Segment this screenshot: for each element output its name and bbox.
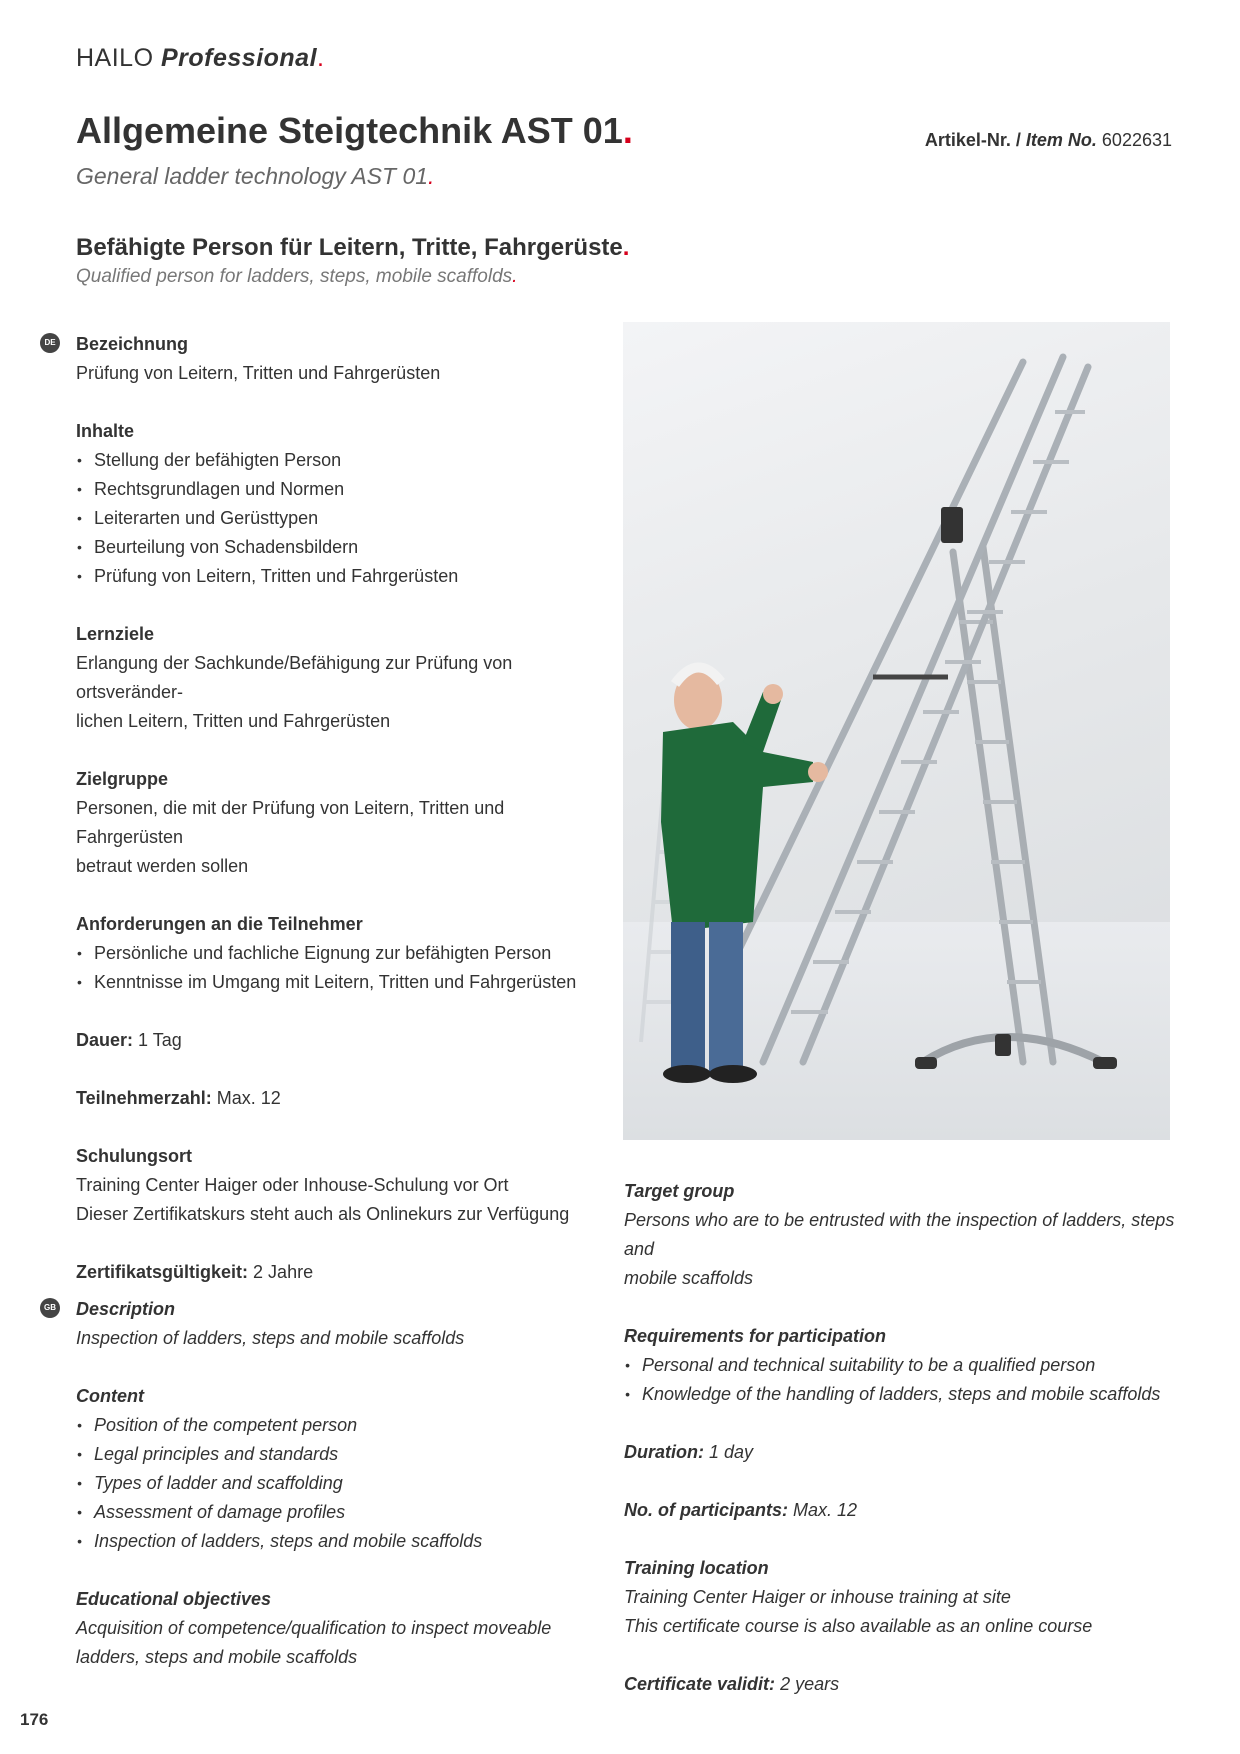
page-title (76, 110, 633, 152)
page-subtitle-text: General ladder technology AST 01 (76, 163, 429, 189)
brand-logo (76, 44, 325, 73)
de-participants-label: Teilnehmerzahl: (76, 1088, 212, 1108)
page-title-text: Allgemeine Steigtechnik AST 01 (76, 110, 623, 151)
de-duration (76, 1026, 596, 1055)
de-requirements-list (76, 939, 596, 997)
en-validity-label: Certificate validit: (624, 1674, 776, 1694)
section-subtitle (76, 266, 517, 288)
list-item: • Types of ladder and scaffolding (76, 1469, 596, 1498)
de-participants (76, 1084, 596, 1113)
gb-flag-icon: GB (40, 1298, 60, 1318)
en-participants-label: No. of participants: (624, 1500, 789, 1520)
en-location-line: This certificate course is also available as an online course (624, 1616, 1093, 1636)
list-item: • Legal principles and standards (76, 1440, 596, 1469)
section-subtitle-text: Qualified person for ladders, steps, mobile scaffolds (76, 266, 513, 287)
en-requirements-list (624, 1351, 1184, 1409)
en-target-line: mobile scaffolds (624, 1268, 754, 1288)
de-designation-heading: Bezeichnung (76, 334, 189, 354)
brand-name: HAILO (76, 44, 154, 72)
item-label-en: Item No. (1025, 130, 1097, 150)
ladder-inspection-photo (623, 322, 1170, 1140)
page-number: 176 (20, 1710, 49, 1729)
en-validity-value: 2 years (780, 1674, 840, 1694)
de-content-heading: Inhalte (76, 421, 135, 441)
de-target-heading: Zielgruppe (76, 769, 169, 789)
en-objectives-heading: Educational objectives (76, 1589, 272, 1609)
list-item: • Assessment of damage profiles (76, 1498, 596, 1527)
list-item: • Knowledge of the handling of ladders, steps and mobile scaffolds (624, 1380, 1184, 1409)
de-designation-text: Prüfung von Leitern, Tritten und Fahrgerüsten (76, 363, 441, 383)
en-target-heading: Target group (624, 1181, 735, 1201)
german-details (76, 330, 596, 1287)
list-item: • Position of the competent person (76, 1411, 596, 1440)
en-duration (624, 1438, 1184, 1467)
en-description-text: Inspection of ladders, steps and mobile scaffolds (76, 1328, 465, 1348)
de-validity-value: 2 Jahre (253, 1262, 314, 1282)
de-location-heading: Schulungsort (76, 1146, 192, 1166)
de-flag-icon: DE (40, 333, 60, 353)
section-subtitle-dot: . (512, 266, 518, 287)
en-participants (624, 1496, 1184, 1525)
list-item: • Leiterarten und Gerüsttypen (76, 504, 596, 533)
brand-dot: . (317, 44, 325, 72)
list-item: • Stellung der befähigten Person (76, 446, 596, 475)
item-label-de: Artikel-Nr. / (924, 130, 1021, 150)
subtitle-dot: . (428, 163, 435, 189)
en-duration-value: 1 day (709, 1442, 754, 1462)
de-requirements-heading: Anforderungen an die Teilnehmer (76, 914, 363, 934)
en-requirements-heading: Requirements for participation (624, 1326, 887, 1346)
de-duration-label: Dauer: (76, 1030, 134, 1050)
list-item: • Beurteilung von Schadensbildern (76, 533, 596, 562)
brand-tagline: Professional (160, 44, 318, 72)
en-content-heading: Content (76, 1386, 144, 1406)
ladder-illustration (623, 322, 1170, 1140)
section-title-dot: . (622, 234, 630, 261)
list-item: • Rechtsgrundlagen und Normen (76, 475, 596, 504)
en-description-heading: Description (76, 1299, 176, 1319)
title-dot: . (622, 110, 633, 151)
de-duration-value: 1 Tag (138, 1030, 182, 1050)
english-details-left (76, 1295, 596, 1672)
section-title-text: Befähigte Person für Leitern, Tritte, Fahrgerüste (76, 234, 623, 261)
list-item: • Kenntnisse im Umgang mit Leitern, Tritten und Fahrgerüsten (76, 968, 596, 997)
list-item: • Personal and technical suitability to be a qualified person (624, 1351, 1184, 1380)
en-duration-label: Duration: (624, 1442, 704, 1462)
de-location-line: Training Center Haiger oder Inhouse-Schulung vor Ort (76, 1175, 509, 1195)
de-objectives-heading: Lernziele (76, 624, 155, 644)
english-details-right (624, 1177, 1184, 1699)
de-participants-value: Max. 12 (216, 1088, 281, 1108)
item-number (925, 130, 1172, 151)
section-title (76, 234, 629, 262)
list-item: • Inspection of ladders, steps and mobile scaffolds (76, 1527, 596, 1556)
de-target-line: betraut werden sollen (76, 856, 249, 876)
de-location-line: Dieser Zertifikatskurs steht auch als Onlinekurs zur Verfügung (76, 1204, 570, 1224)
en-objectives-line: Acquisition of competence/qualification to inspect moveable (76, 1618, 552, 1638)
de-objectives-line: Erlangung der Sachkunde/Befähigung zur Prüfung von ortsveränder- (76, 653, 513, 702)
en-participants-value: Max. 12 (793, 1500, 858, 1520)
de-validity (76, 1258, 596, 1287)
de-content-list (76, 446, 596, 591)
list-item: • Prüfung von Leitern, Tritten und Fahrgerüsten (76, 562, 596, 591)
item-number-value: 6022631 (1101, 130, 1172, 150)
en-location-line: Training Center Haiger or inhouse training at site (624, 1587, 1011, 1607)
list-item: • Persönliche und fachliche Eignung zur befähigten Person (76, 939, 596, 968)
de-target-line: Personen, die mit der Prüfung von Leitern, Tritten und Fahrgerüsten (76, 798, 505, 847)
de-validity-label: Zertifikatsgültigkeit: (76, 1262, 249, 1282)
en-location-heading: Training location (624, 1558, 769, 1578)
en-target-line: Persons who are to be entrusted with the inspection of ladders, steps and (624, 1210, 1175, 1259)
page-subtitle (76, 163, 434, 190)
de-objectives-line: lichen Leitern, Tritten und Fahrgerüsten (76, 711, 391, 731)
en-validity (624, 1670, 1184, 1699)
en-objectives-line: ladders, steps and mobile scaffolds (76, 1647, 358, 1667)
en-content-list (76, 1411, 596, 1556)
